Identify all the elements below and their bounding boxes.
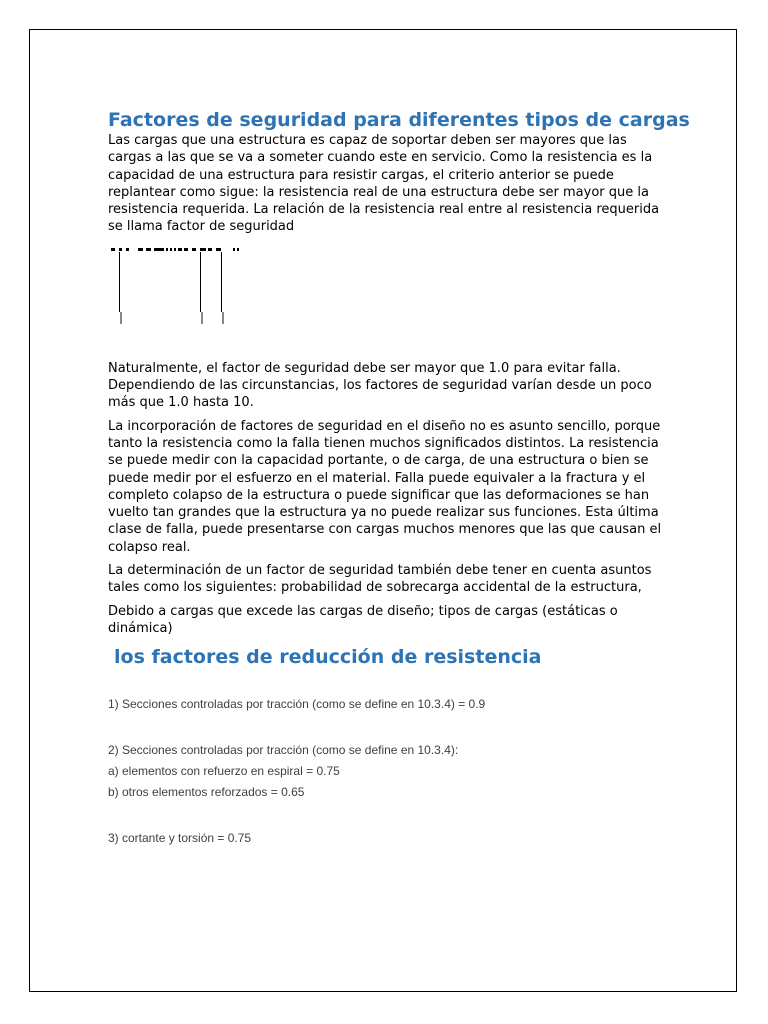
page-title: Factores de seguridad para diferentes tipos de cargas (108, 109, 690, 131)
list-item-2a: a) elementos con refuerzo en espiral = 0.75 (108, 764, 340, 779)
intro-paragraph: Las cargas que una estructura es capaz de soportar deben ser mayores que las cargas a las que se va a someter cuando este en servicio. Como la resistencia es la capacidad de una estructura para resistir cargas, el criterio anterior se puede replantear como sigue: la resistencia real de una estructura debe ser mayor que la resistencia requerida. La relación de la resistencia real entre al resistencia requerida se llama factor de seguridad (108, 133, 660, 235)
paragraph-3: La determinación de un factor de seguridad también debe tener en cuenta asuntos tales como los siguientes: probabilidad de sobrecarga accidental de la estructura, (108, 563, 652, 596)
paragraph-4: Debido a cargas que excede las cargas de diseño; tipos de cargas (estáticas o dinámica) (108, 603, 618, 636)
document-content (108, 108, 690, 846)
paragraph-2: La incorporación de factores de seguridad en el diseño no es asunto sencillo, porque tanto la resistencia como la falla tienen muchos significados distintos. La resistencia se puede medir con la capacidad portante, o de carga, de una estructura o bien se puede medir por el esfuerzo en el material. Falla puede equivaler a la fractura y el completo colapso de la estructura o puede significar que las deformaciones se han vuelto tan grandes que la estructura ya no puede realizar sus funciones. Esta última clase de falla, puede presentarse con cargas muchos menores que las que causan el colapso real. (108, 418, 662, 555)
list-item-2: 2) Secciones controladas por tracción (como se define en 10.3.4): (108, 743, 459, 758)
list-item-2b: b) otros elementos reforzados = 0.65 (108, 785, 305, 800)
formula-image (108, 242, 668, 360)
document-page (29, 29, 737, 992)
list-item-1: 1) Secciones controladas por tracción (como se define en 10.3.4) = 0.9 (108, 697, 486, 712)
list-item-3: 3) cortante y torsión = 0.75 (108, 831, 252, 846)
paragraph-1: Naturalmente, el factor de seguridad debe ser mayor que 1.0 para evitar falla. Dependiendo de las circunstancias, los factores de seguridad varían desde un poco más que 1.0 hasta 10. (108, 360, 652, 411)
section-subtitle: los factores de reducción de resistencia (114, 646, 542, 669)
broken-formula-graphic (108, 242, 248, 360)
